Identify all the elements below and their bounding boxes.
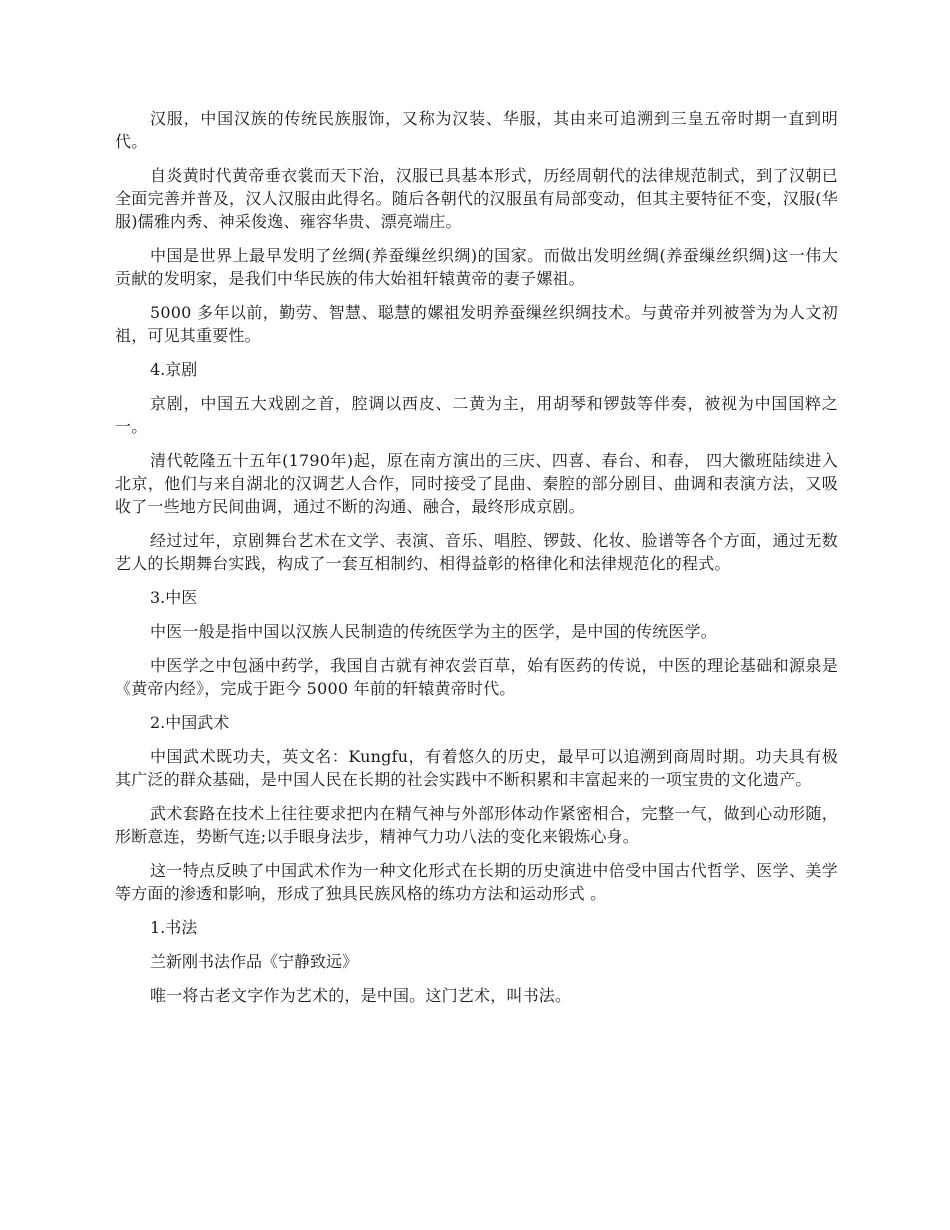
paragraph-kungfu-culture: 这一特点反映了中国武术作为一种文化形式在长期的历史演进中倍受中国古代哲学、医学、美学等方面的渗透和影响，形成了独具民族风格的练功方法和运动形式 。: [115, 861, 838, 903]
paragraph-leizu: 5000 多年以前，勤劳、智慧、聪慧的嫘祖发明养蚕缫丝织绸技术。与黄帝并列被誉为为人文初祖，可见其重要性。: [115, 303, 838, 345]
paragraph-medicine-theory: 中医学之中包涵中药学，我国自古就有神农尝百草，始有医药的传说，中医的理论基础和源泉是《黄帝内经》，完成于距今 5000 年前的轩辕黄帝时代。: [115, 656, 838, 698]
paragraph-calligraphy-intro: 唯一将古老文字作为艺术的，是中国。这门艺术，叫书法。: [150, 986, 572, 1005]
paragraph-opera-intro: 京剧，中国五大戏剧之首，腔调以西皮、二黄为主，用胡琴和锣鼓等伴奏，被视为中国国粹之一。: [115, 394, 838, 436]
document-body: [115, 107, 838, 1018]
section-heading-peking-opera: 4.京剧: [150, 360, 198, 379]
paragraph-medicine-intro: 中医一般是指中国以汉族人民制造的传统医学为主的医学，是中国的传统医学。: [150, 622, 718, 641]
section-heading-calligraphy: 1.书法: [150, 918, 198, 937]
paragraph-opera-history: 清代乾隆五十五年(1790年)起，原在南方演出的三庆、四喜、春台、和春， 四大徽班陆续进入北京，他们与来自湖北的汉调艺人合作，同时接受了昆曲、秦腔的部分剧目、曲调和表演方法，又吸收了一些地方民间曲调，通过不断的沟通、融合，最终形成京剧。: [115, 451, 838, 516]
section-heading-chinese-medicine: 3.中医: [150, 588, 198, 607]
calligraphy-work-title: 兰新刚书法作品《宁静致远》: [150, 952, 359, 971]
paragraph-opera-art: 经过过年，京剧舞台艺术在文学、表演、音乐、唱腔、锣鼓、化妆、脸谱等各个方面，通过无数艺人的长期舞台实践，构成了一套互相制约、相得益彰的格律化和法律规范化的程式。: [115, 531, 838, 573]
paragraph-kungfu-technique: 武术套路在技术上往往要求把内在精气神与外部形体动作紧密相合，完整一气，做到心动形随，形断意连，势断气连;以手眼身法步，精神气力功八法的变化来锻炼心身。: [115, 804, 838, 846]
section-heading-martial-arts: 2.中国武术: [150, 713, 230, 732]
paragraph-hanfu-intro: 汉服，中国汉族的传统民族服饰，又称为汉装、华服，其由来可追溯到三皇五帝时期一直到明代。: [115, 109, 838, 151]
paragraph-kungfu-intro: 中国武术既功夫，英文名：Kungfu，有着悠久的历史，最早可以追溯到商周时期。功夫具有极其广泛的群众基础，是中国人民在长期的社会实践中不断积累和丰富起来的一项宝贵的文化遗产。: [115, 747, 838, 789]
paragraph-hanfu-history: 自炎黄时代黄帝垂衣裳而天下治，汉服已具基本形式，历经周朝代的法律规范制式，到了汉朝已全面完善并普及，汉人汉服由此得名。随后各朝代的汉服虽有局部变动，但其主要特征不变，汉服(华服)儒雅内秀、神采俊逸、雍容华贵、漂亮端庄。: [115, 166, 838, 231]
paragraph-silk: 中国是世界上最早发明了丝绸(养蚕缫丝织绸)的国家。而做出发明丝绸(养蚕缫丝织绸)这一伟大贡献的发明家，是我们中华民族的伟大始祖轩辕黄帝的妻子嫘祖。: [115, 246, 838, 288]
